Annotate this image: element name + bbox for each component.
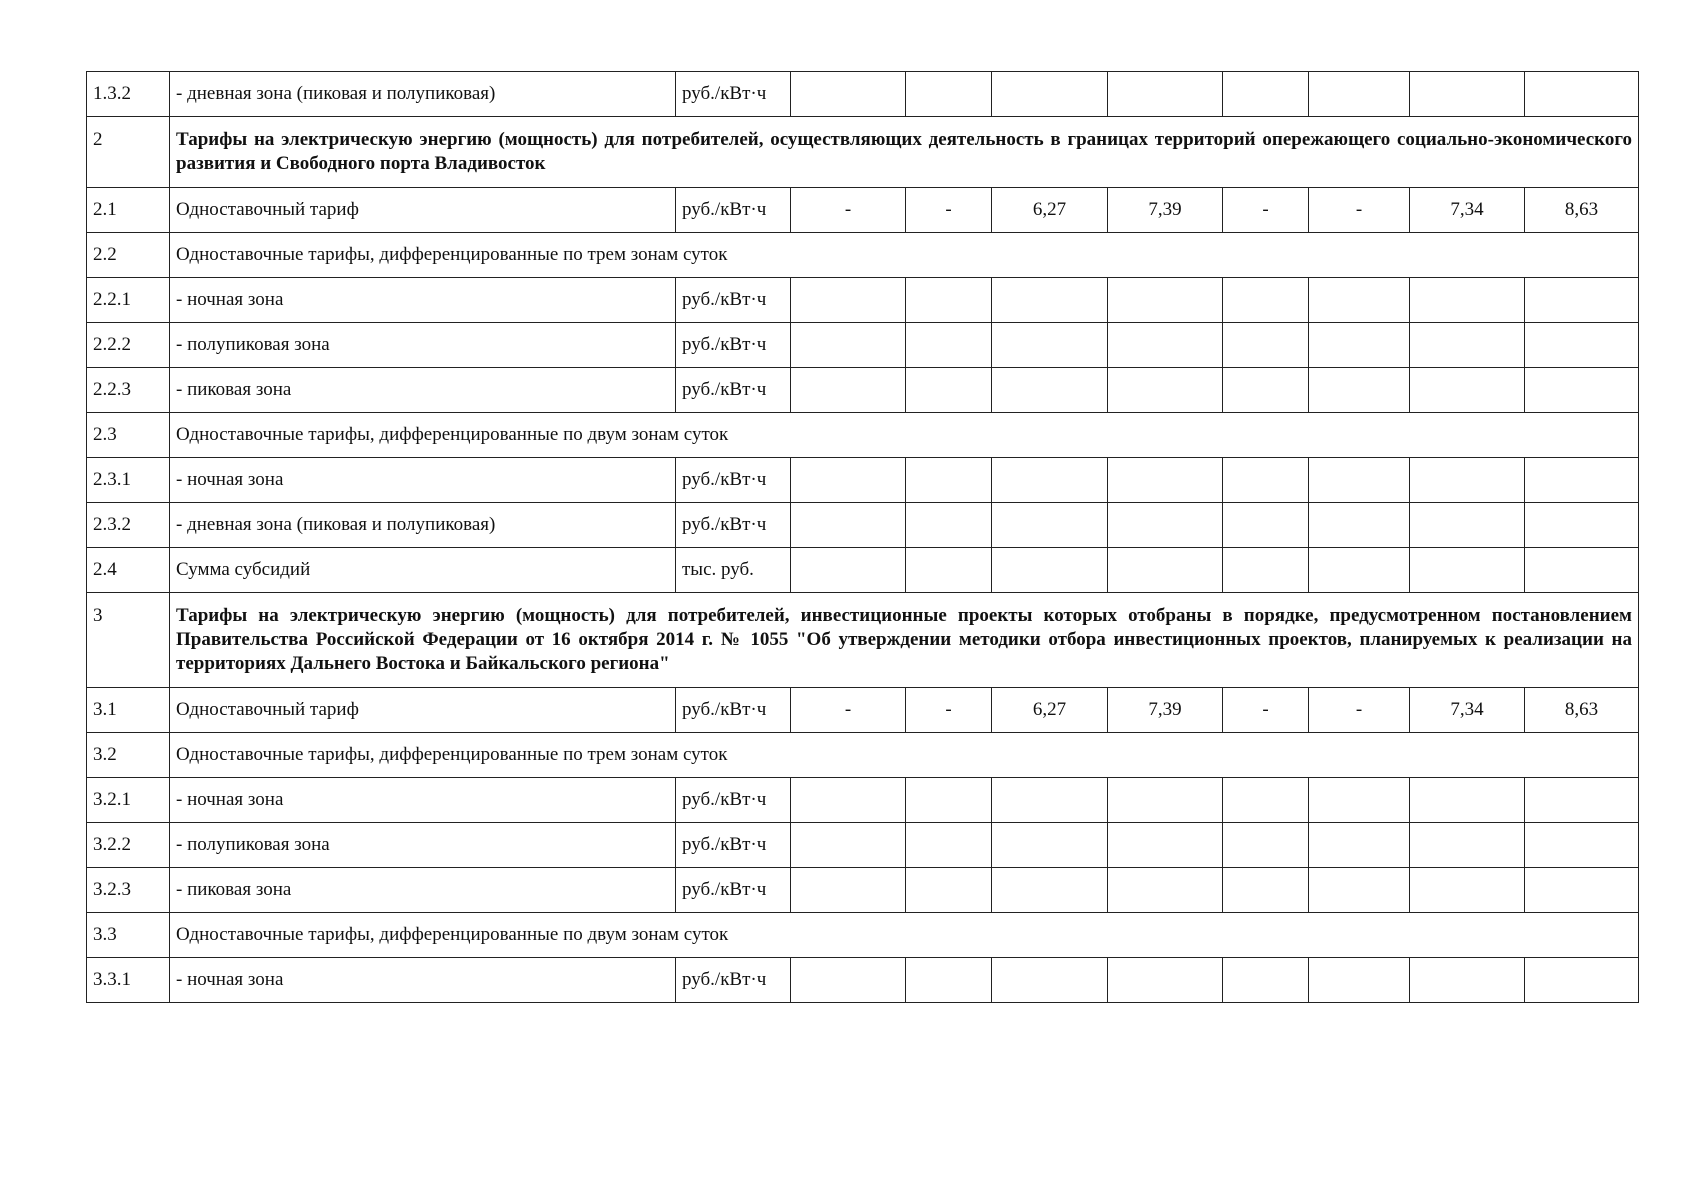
value-cell: [992, 823, 1108, 868]
row-unit: руб./кВт·ч: [676, 958, 791, 1003]
row-unit: руб./кВт·ч: [676, 72, 791, 117]
value-cell: [1410, 868, 1525, 913]
row-unit: руб./кВт·ч: [676, 823, 791, 868]
value-cell: [906, 868, 992, 913]
value-cell: [1223, 548, 1309, 593]
table-row: [87, 823, 1639, 868]
value-cell: [1525, 868, 1639, 913]
value-cell: [1309, 503, 1410, 548]
row-name: - ночная зона: [170, 958, 676, 1003]
subsection-title: Одноставочные тарифы, дифференцированные по двум зонам суток: [170, 913, 1639, 958]
value-cell: [992, 368, 1108, 413]
row-number: 3.2.1: [87, 778, 170, 823]
row-number: 2.2: [87, 233, 170, 278]
row-unit: руб./кВт·ч: [676, 323, 791, 368]
value-cell: [1525, 548, 1639, 593]
value-cell: [906, 503, 992, 548]
tariff-table-body: [87, 72, 1639, 1003]
table-row: [87, 72, 1639, 117]
value-cell: -: [791, 688, 906, 733]
value-cell: [1410, 323, 1525, 368]
value-cell: [992, 458, 1108, 503]
row-number: 2.2.2: [87, 323, 170, 368]
value-cell: 6,27: [992, 188, 1108, 233]
value-cell: [791, 958, 906, 1003]
value-cell: [1525, 72, 1639, 117]
row-number: 3: [87, 593, 170, 688]
value-cell: [1223, 278, 1309, 323]
value-cell: [1309, 323, 1410, 368]
row-name: - ночная зона: [170, 778, 676, 823]
value-cell: -: [1309, 688, 1410, 733]
row-number: 2.2.1: [87, 278, 170, 323]
section-heading-row: [87, 593, 1639, 688]
value-cell: [1525, 458, 1639, 503]
row-number: 2.3.2: [87, 503, 170, 548]
row-number: 2.4: [87, 548, 170, 593]
value-cell: [906, 548, 992, 593]
row-number: 3.2: [87, 733, 170, 778]
value-cell: [1525, 958, 1639, 1003]
value-cell: -: [906, 188, 992, 233]
table-row: [87, 548, 1639, 593]
value-cell: [992, 958, 1108, 1003]
value-cell: [1410, 72, 1525, 117]
value-cell: [1410, 823, 1525, 868]
row-number: 3.3: [87, 913, 170, 958]
value-cell: [1525, 823, 1639, 868]
value-cell: [791, 278, 906, 323]
row-unit: руб./кВт·ч: [676, 778, 791, 823]
row-number: 1.3.2: [87, 72, 170, 117]
row-name: - полупиковая зона: [170, 823, 676, 868]
row-number: 2.3.1: [87, 458, 170, 503]
value-cell: 7,34: [1410, 188, 1525, 233]
subsection-title: Одноставочные тарифы, дифференцированные по трем зонам суток: [170, 733, 1639, 778]
row-unit: руб./кВт·ч: [676, 458, 791, 503]
row-name: - ночная зона: [170, 278, 676, 323]
value-cell: [791, 458, 906, 503]
value-cell: [906, 323, 992, 368]
value-cell: [1223, 72, 1309, 117]
row-name: - пиковая зона: [170, 368, 676, 413]
value-cell: 6,27: [992, 688, 1108, 733]
value-cell: [1108, 458, 1223, 503]
subsection-title: Одноставочные тарифы, дифференцированные по трем зонам суток: [170, 233, 1639, 278]
value-cell: -: [1223, 688, 1309, 733]
value-cell: [1309, 458, 1410, 503]
value-cell: [1525, 503, 1639, 548]
row-number: 3.2.2: [87, 823, 170, 868]
value-cell: [1410, 958, 1525, 1003]
value-cell: [1108, 72, 1223, 117]
value-cell: [1309, 778, 1410, 823]
row-unit: руб./кВт·ч: [676, 278, 791, 323]
value-cell: [1108, 958, 1223, 1003]
subsection-row: [87, 413, 1639, 458]
row-name: Сумма субсидий: [170, 548, 676, 593]
value-cell: 8,63: [1525, 188, 1639, 233]
value-cell: -: [791, 188, 906, 233]
value-cell: [1108, 323, 1223, 368]
table-row: [87, 458, 1639, 503]
value-cell: [1309, 823, 1410, 868]
table-row: [87, 368, 1639, 413]
table-row: [87, 778, 1639, 823]
row-unit: руб./кВт·ч: [676, 688, 791, 733]
value-cell: [1410, 778, 1525, 823]
value-cell: -: [1223, 188, 1309, 233]
value-cell: -: [1309, 188, 1410, 233]
value-cell: [1108, 823, 1223, 868]
row-number: 2.2.3: [87, 368, 170, 413]
row-name: - дневная зона (пиковая и полупиковая): [170, 72, 676, 117]
row-name: - полупиковая зона: [170, 323, 676, 368]
table-row: [87, 503, 1639, 548]
value-cell: [791, 548, 906, 593]
value-cell: [992, 72, 1108, 117]
subsection-title: Одноставочные тарифы, дифференцированные по двум зонам суток: [170, 413, 1639, 458]
row-number: 3.3.1: [87, 958, 170, 1003]
value-cell: [1223, 868, 1309, 913]
value-cell: [1525, 278, 1639, 323]
value-cell: [1410, 278, 1525, 323]
row-number: 2: [87, 117, 170, 188]
row-name: - пиковая зона: [170, 868, 676, 913]
row-number: 2.3: [87, 413, 170, 458]
row-number: 3.1: [87, 688, 170, 733]
value-cell: [906, 72, 992, 117]
row-unit: руб./кВт·ч: [676, 868, 791, 913]
row-name: - дневная зона (пиковая и полупиковая): [170, 503, 676, 548]
value-cell: [1525, 323, 1639, 368]
value-cell: [1108, 503, 1223, 548]
table-row: [87, 688, 1639, 733]
value-cell: 8,63: [1525, 688, 1639, 733]
value-cell: [1410, 503, 1525, 548]
value-cell: [1309, 278, 1410, 323]
subsection-row: [87, 733, 1639, 778]
value-cell: [906, 368, 992, 413]
value-cell: [1410, 548, 1525, 593]
value-cell: [992, 778, 1108, 823]
subsection-row: [87, 233, 1639, 278]
value-cell: [906, 278, 992, 323]
value-cell: [1223, 458, 1309, 503]
value-cell: [1223, 778, 1309, 823]
value-cell: -: [906, 688, 992, 733]
value-cell: 7,39: [1108, 688, 1223, 733]
table-row: [87, 958, 1639, 1003]
value-cell: [1309, 548, 1410, 593]
value-cell: [1223, 368, 1309, 413]
row-name: Одноставочный тариф: [170, 688, 676, 733]
value-cell: [1223, 503, 1309, 548]
row-name: - ночная зона: [170, 458, 676, 503]
value-cell: [791, 72, 906, 117]
row-unit: тыс. руб.: [676, 548, 791, 593]
value-cell: [791, 503, 906, 548]
value-cell: [791, 778, 906, 823]
row-unit: руб./кВт·ч: [676, 188, 791, 233]
row-number: 2.1: [87, 188, 170, 233]
row-unit: руб./кВт·ч: [676, 368, 791, 413]
row-name: Одноставочный тариф: [170, 188, 676, 233]
tariff-table: [86, 71, 1639, 1003]
value-cell: [906, 823, 992, 868]
value-cell: [1108, 868, 1223, 913]
value-cell: [906, 778, 992, 823]
value-cell: 7,39: [1108, 188, 1223, 233]
value-cell: [1309, 958, 1410, 1003]
value-cell: [791, 868, 906, 913]
value-cell: [1525, 778, 1639, 823]
value-cell: [1108, 548, 1223, 593]
row-number: 3.2.3: [87, 868, 170, 913]
section-heading: Тарифы на электрическую энергию (мощность) для потребителей, инвестиционные проекты которых отобраны в порядке, предусмотренном постановлением Правительства Российской Федерации от 16 октября 2014 г. № 1055 "Об утверждении методики отбора инвестиционных проектов, планируемых к реализации на территориях Дальнего Востока и Байкальского региона": [170, 593, 1639, 688]
value-cell: [906, 458, 992, 503]
section-heading: Тарифы на электрическую энергию (мощность) для потребителей, осуществляющих деятельность в границах территорий опережающего социально-экономического развития и Свободного порта Владивосток: [170, 117, 1639, 188]
value-cell: [992, 548, 1108, 593]
table-row: [87, 278, 1639, 323]
value-cell: [1309, 368, 1410, 413]
value-cell: [1309, 72, 1410, 117]
table-row: [87, 868, 1639, 913]
value-cell: [992, 503, 1108, 548]
value-cell: [992, 323, 1108, 368]
value-cell: 7,34: [1410, 688, 1525, 733]
value-cell: [1223, 823, 1309, 868]
value-cell: [1525, 368, 1639, 413]
value-cell: [791, 323, 906, 368]
value-cell: [1223, 323, 1309, 368]
table-row: [87, 188, 1639, 233]
subsection-row: [87, 913, 1639, 958]
value-cell: [1223, 958, 1309, 1003]
value-cell: [906, 958, 992, 1003]
table-row: [87, 323, 1639, 368]
value-cell: [992, 278, 1108, 323]
value-cell: [1108, 368, 1223, 413]
section-heading-row: [87, 117, 1639, 188]
value-cell: [1108, 778, 1223, 823]
value-cell: [1410, 368, 1525, 413]
value-cell: [1410, 458, 1525, 503]
row-unit: руб./кВт·ч: [676, 503, 791, 548]
value-cell: [791, 368, 906, 413]
value-cell: [791, 823, 906, 868]
value-cell: [1309, 868, 1410, 913]
value-cell: [1108, 278, 1223, 323]
value-cell: [992, 868, 1108, 913]
